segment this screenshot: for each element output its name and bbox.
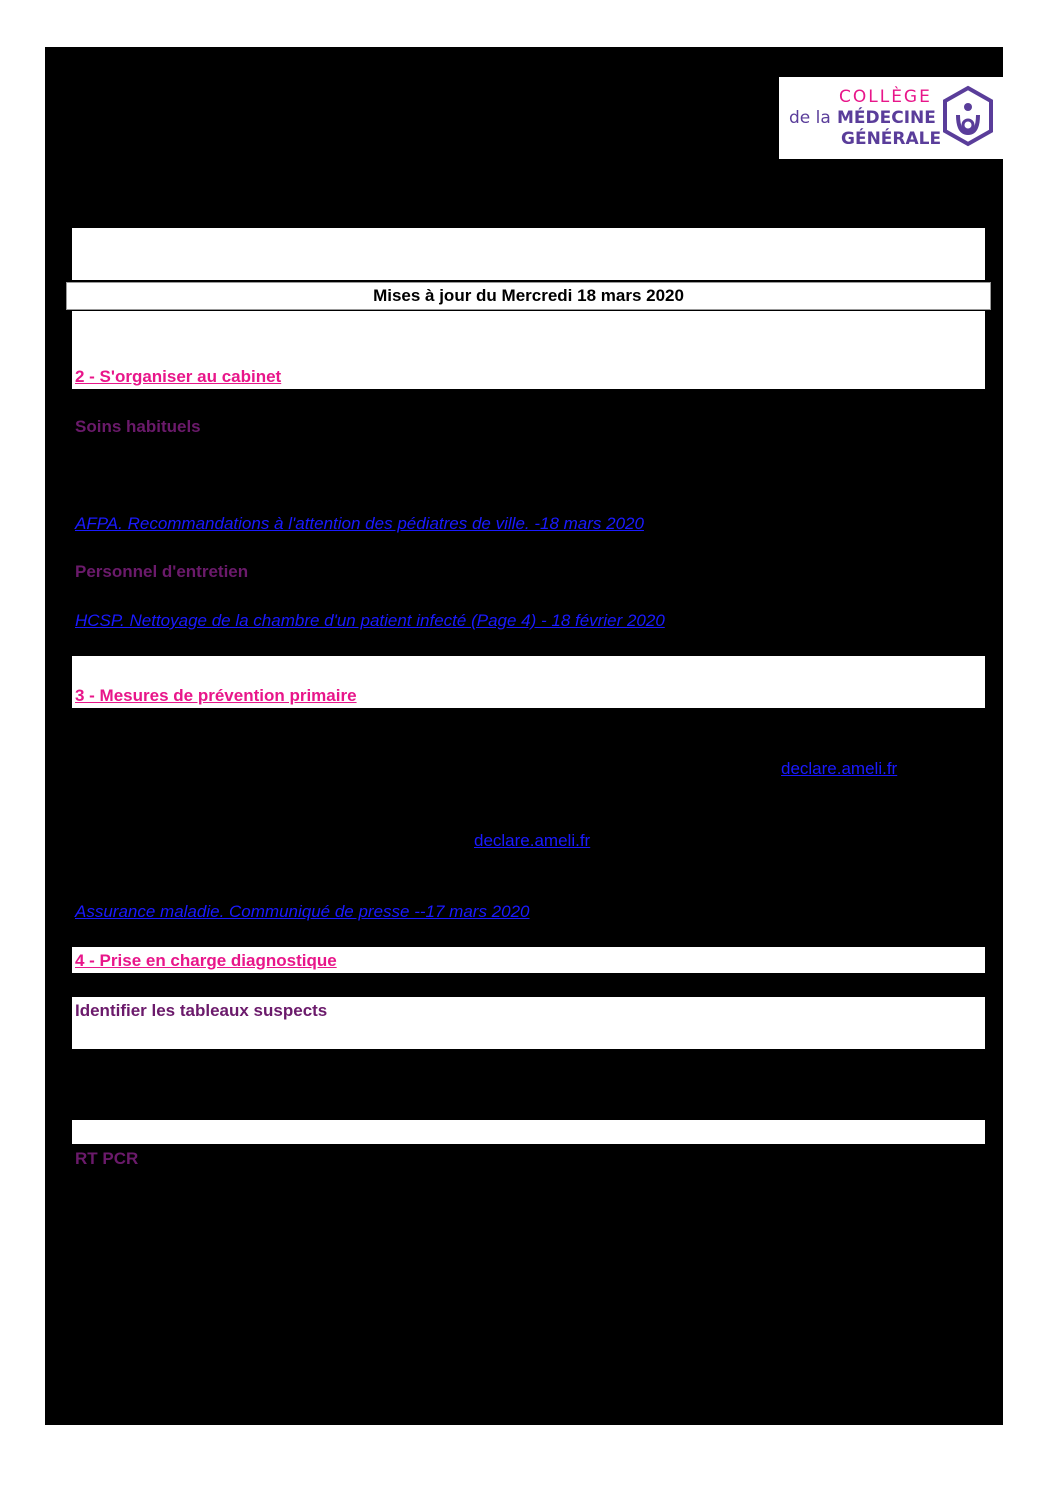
- update-banner: Mises à jour du Mercredi 18 mars 2020: [66, 282, 991, 310]
- logo-line-generale: GÉNÉRALE: [841, 129, 942, 149]
- logo-line-medecine: MÉDECINE: [837, 108, 936, 128]
- hexagon-logo-icon: [941, 85, 995, 147]
- declare-ameli-link-2[interactable]: declare.ameli.fr: [474, 831, 591, 850]
- header-band: [72, 228, 985, 280]
- college-logo: [779, 77, 1003, 159]
- logo-line-de-la: de la: [789, 108, 831, 128]
- section-2-title[interactable]: 2 - S'organiser au cabinet: [75, 367, 282, 386]
- assurance-maladie-link[interactable]: Assurance maladie. Communiqué de presse --17 mars 2020: [75, 902, 530, 921]
- declare-ameli-link-1[interactable]: declare.ameli.fr: [781, 759, 898, 778]
- section-3-title[interactable]: 3 - Mesures de prévention primaire: [75, 686, 357, 705]
- afpa-link[interactable]: AFPA. Recommandations à l'attention des pédiatres de ville. -18 mars 2020: [75, 514, 644, 533]
- section-4-title[interactable]: 4 - Prise en charge diagnostique: [75, 951, 337, 970]
- hcsp-link[interactable]: HCSP. Nettoyage de la chambre d'un patient infecté (Page 4) - 18 février 2020: [75, 611, 665, 630]
- soins-habituels-heading: Soins habituels: [75, 417, 201, 436]
- personnel-entretien-heading: Personnel d'entretien: [75, 562, 249, 581]
- logo-line-college: COLLÈGE: [839, 87, 932, 107]
- identifier-tableaux-heading: Identifier les tableaux suspects: [75, 1001, 328, 1020]
- rtpcr-band: [72, 1120, 985, 1144]
- rt-pcr-heading: RT PCR: [75, 1149, 139, 1168]
